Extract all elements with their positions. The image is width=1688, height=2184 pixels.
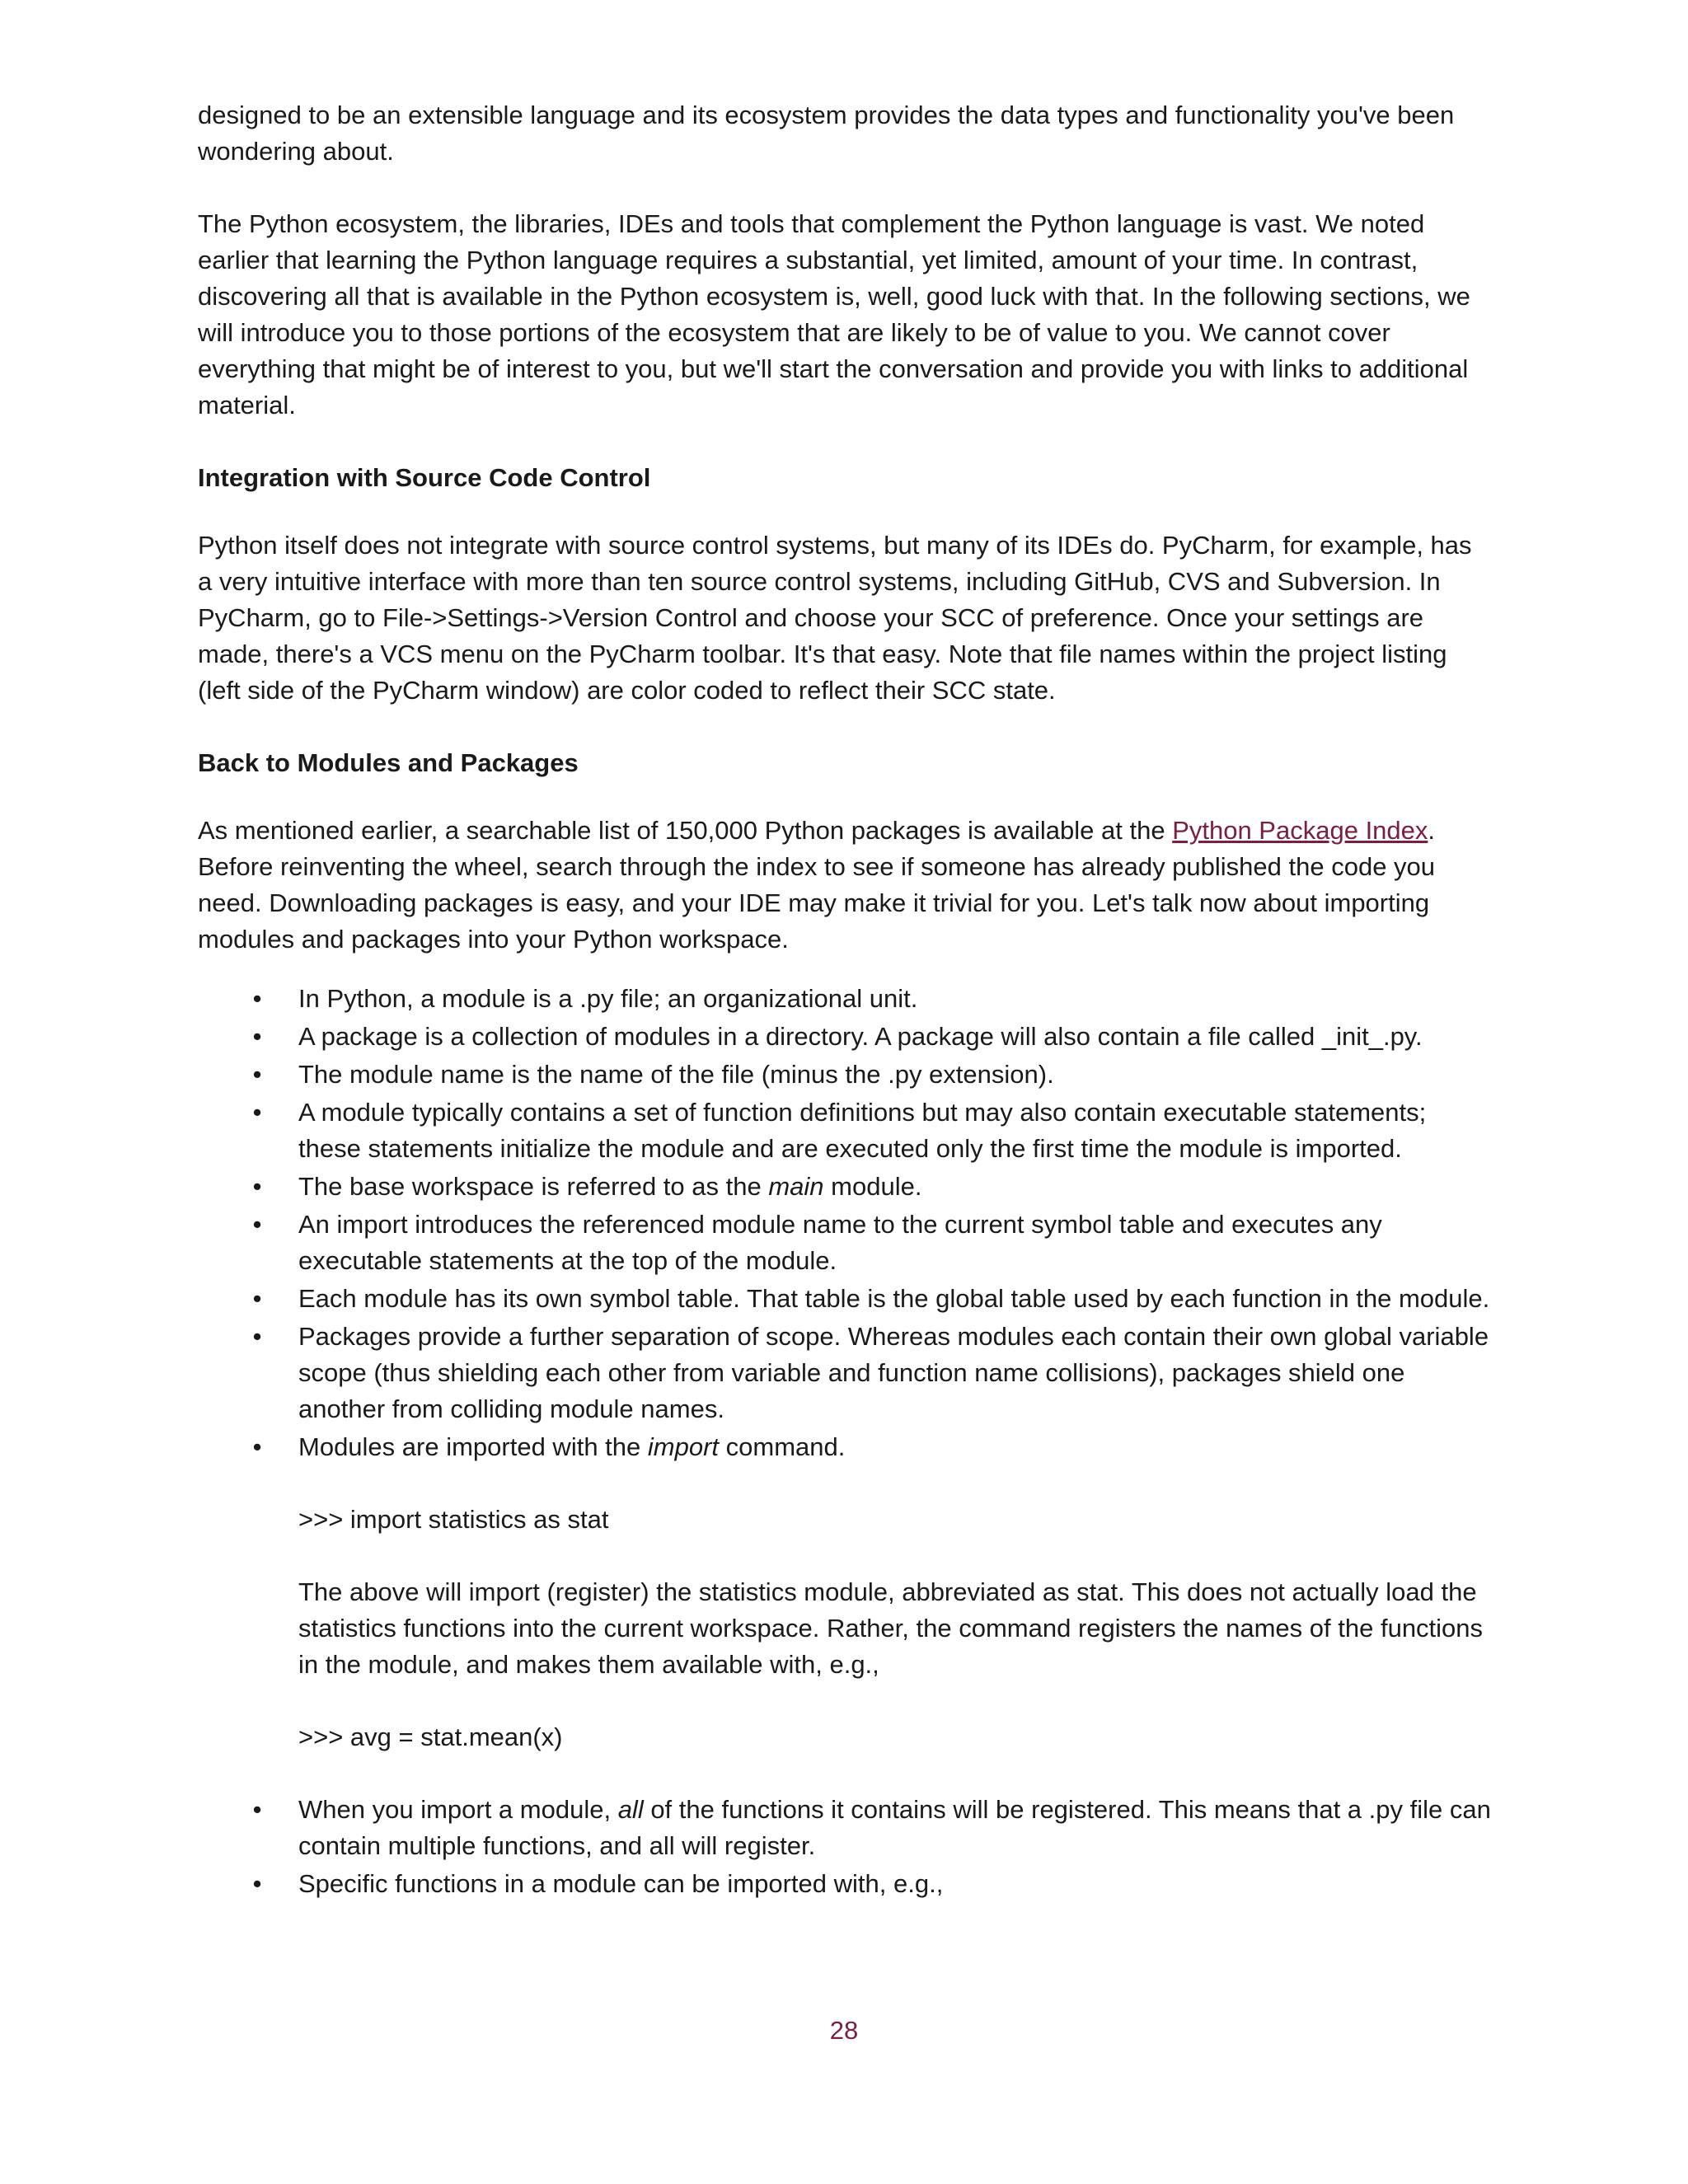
list-item-text: [298, 1432, 845, 1461]
list-item-text: A module typically contains a set of function definitions but may also contain executable statements; these statements initialize the module and are executed only the first time the module is imported.: [298, 1098, 1427, 1163]
list-item-text: Packages provide a further separation of scope. Whereas modules each contain their own global variable scope (thus shielding each other from variable and function name collisions), packages shield one another from colliding module names.: [298, 1322, 1489, 1423]
bullet-icon: •: [252, 1795, 262, 1824]
list-item: [198, 1319, 1492, 1427]
modules-bullet-list-continued: [198, 1792, 1492, 1902]
heading-modules-packages: Back to Modules and Packages: [198, 748, 579, 777]
bullet-icon: •: [252, 1172, 262, 1201]
bullet-icon: •: [252, 1432, 262, 1461]
paragraph-ecosystem: The Python ecosystem, the libraries, IDEs and tools that complement the Python language is vast. We noted earlier that learning the Python language requires a substantial, yet limited, amount of your time. In contrast, discovering all that is available in the Python ecosystem is, well, good luck with that. In the following sections, we will introduce you to those portions of the ecosystem that are likely to be of value to you. We cannot cover everything that might be of interest to you, but we'll start the conversation and provide you with links to additional material.: [198, 209, 1470, 419]
bullet-icon: •: [252, 1210, 262, 1239]
list-item: [198, 1057, 1492, 1093]
list-item: [198, 1281, 1492, 1317]
emphasis-import: import: [647, 1432, 720, 1461]
page-content: [198, 97, 1492, 1904]
bullet-icon: •: [252, 1284, 262, 1313]
emphasis-all: all: [617, 1795, 644, 1824]
text-segment: The base workspace is referred to as the: [298, 1172, 769, 1201]
intro-text: As mentioned earlier, a searchable list of 150,000 Python packages is available at the: [198, 816, 1173, 845]
text-segment: When you import a module,: [298, 1795, 618, 1824]
list-item-text: [298, 1795, 1491, 1860]
bullet-icon: •: [252, 1322, 262, 1351]
list-item-text: A package is a collection of modules in a directory. A package will also contain a file called _init_.py.: [298, 1022, 1423, 1051]
paragraph-continuation: designed to be an extensible language and its ecosystem provides the data types and functionality you've been wondering about.: [198, 101, 1455, 166]
list-item: [198, 981, 1492, 1017]
list-item: [198, 1866, 1492, 1902]
list-item: [198, 1169, 1492, 1205]
text-segment: module.: [823, 1172, 922, 1201]
list-item: [198, 1207, 1492, 1279]
list-item-text: The module name is the name of the file (minus the .py extension).: [298, 1060, 1054, 1089]
emphasis-main: main: [768, 1172, 824, 1201]
list-item: [198, 1094, 1492, 1167]
modules-bullet-list: [198, 981, 1492, 1465]
text-segment: of the functions it contains will be registered. This means that a .py file can contain multiple functions, and all will register.: [298, 1795, 1491, 1860]
list-item-text: [298, 1172, 921, 1201]
list-item-text: Specific functions in a module can be imported with, e.g.,: [298, 1869, 944, 1898]
list-item-text: In Python, a module is a .py file; an organizational unit.: [298, 984, 918, 1013]
text-segment: command.: [719, 1432, 846, 1461]
code-example-mean: >>> avg = stat.mean(x): [298, 1722, 563, 1751]
bullet-icon: •: [252, 1060, 262, 1089]
bullet-icon: •: [252, 1098, 262, 1127]
bullet-icon: •: [252, 984, 262, 1013]
list-item: [198, 1429, 1492, 1465]
list-item-text: Each module has its own symbol table. That table is the global table used by each function in the module.: [298, 1284, 1490, 1313]
python-package-index-link[interactable]: Python Package Index: [1172, 816, 1428, 845]
intro-text-continued: . Before reinventing the wheel, search through the index to see if someone has already published the code you need. Downloading packages is easy, and your IDE may make it trivial for you. Let's talk now about importing modules and packages into your Python workspace.: [198, 816, 1436, 954]
list-item-text: An import introduces the referenced module name to the current symbol table and executes any executable statements at the top of the module.: [298, 1210, 1382, 1275]
bullet-icon: •: [252, 1869, 262, 1898]
paragraph-package-index: [198, 813, 1492, 958]
page-number: 28: [829, 2016, 859, 2045]
list-item: [198, 1792, 1492, 1864]
bullet-icon: •: [252, 1022, 262, 1051]
code-example-import: >>> import statistics as stat: [298, 1505, 609, 1534]
paragraph-import-explanation: The above will import (register) the statistics module, abbreviated as stat. This does not actually load the statistics functions into the current workspace. Rather, the command registers the names of the functions in the module, and makes them available with, e.g.,: [298, 1577, 1484, 1679]
heading-source-control: Integration with Source Code Control: [198, 463, 651, 492]
list-item: [198, 1019, 1492, 1055]
text-segment: Modules are imported with the: [298, 1432, 648, 1461]
paragraph-source-control: Python itself does not integrate with source control systems, but many of its IDEs do. PyCharm, for example, has a very intuitive interface with more than ten source control systems, including GitHub, CVS and Subversion. In PyCharm, go to File->Settings->Version Control and choose your SCC of preference. Once your settings are made, there's a VCS menu on the PyCharm toolbar. It's that easy. Note that file names within the project listing (left side of the PyCharm window) are color coded to reflect their SCC state.: [198, 531, 1472, 705]
